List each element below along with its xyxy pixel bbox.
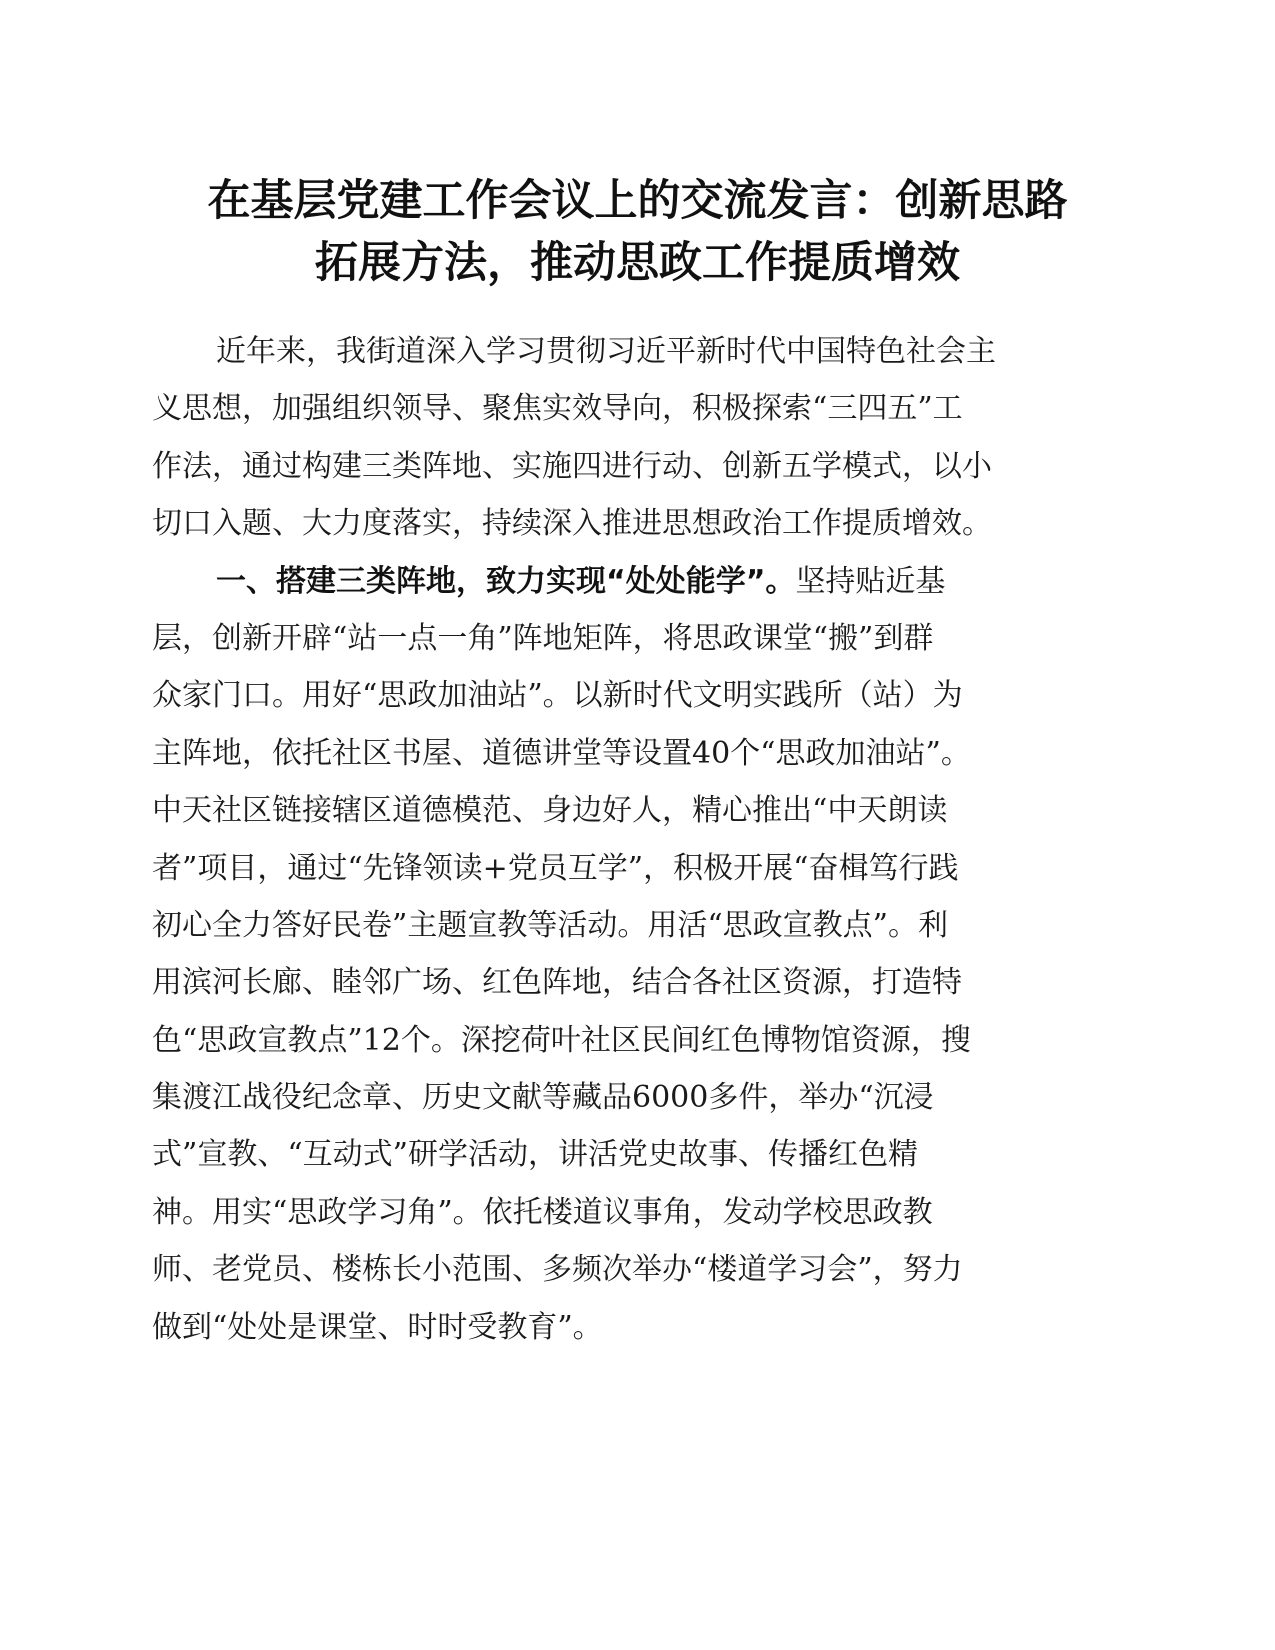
section-1-first-line: [152, 553, 1100, 610]
section-1-line-12: 神。用实“思政学习角”。依托楼道议事角，发动学校思政教: [152, 1194, 933, 1230]
section-1-line-7: 初心全力答好民卷”主题宣教等活动。用活“思政宣教点”。利: [152, 907, 949, 943]
section-1-line-5: 中天社区链接辖区道德模范、身边好人，精心推出“中天朗读: [152, 793, 948, 829]
section-1-paragraph: [152, 553, 1100, 1356]
section-1-line-3: 众家门口。用好“思政加油站”。以新时代文明实践所（站）为: [152, 678, 963, 714]
intro-line-4: 切口入题、大力度落实，持续深入推进思想政治工作提质增效。: [152, 506, 992, 542]
section-1-line-11: 式”宣教、“互动式”研学活动，讲活党史故事、传播红色精: [152, 1137, 919, 1173]
section-1-line-14: 做到“处处是课堂、时时受教育”。: [152, 1309, 603, 1345]
intro-line-1: 近年来，我街道深入学习贯彻习近平新时代中国特色社会主: [216, 334, 996, 369]
document-body: [152, 323, 1100, 1356]
section-1-line-6: 者”项目，通过“先锋领读+党员互学”，积极开展“奋楫笃行践: [152, 850, 959, 886]
document-title: [150, 170, 1125, 294]
intro-line-2: 义思想，加强组织领导、聚焦实效导向，积极探索“三四五”工: [152, 391, 963, 427]
section-1-line-13: 师、老党员、楼栋长小范围、多频次举办“楼道学习会”，努力: [152, 1252, 963, 1288]
intro-paragraph: [152, 323, 1100, 553]
title-line-2: 拓展方法，推动思政工作提质增效: [315, 238, 960, 288]
title-line-1: 在基层党建工作会议上的交流发言：创新思路: [207, 176, 1068, 226]
section-1-heading: 一、搭建三类阵地，致力实现“处处能学”。: [216, 563, 796, 599]
section-1-line-9: 色“思政宣教点”12个。深挖荷叶社区民间红色博物馆资源，搜: [152, 1022, 971, 1058]
intro-line-3: 作法，通过构建三类阵地、实施四进行动、创新五学模式，以小: [152, 448, 992, 484]
section-1-line-2: 层，创新开辟“站一点一角”阵地矩阵，将思政课堂“搬”到群: [152, 620, 934, 656]
section-1-line-10: 集渡江战役纪念章、历史文献等藏品6000多件，举办“沉浸: [152, 1080, 934, 1116]
section-1-line-4: 主阵地，依托社区书屋、道德讲堂等设置40个“思政加油站”。: [152, 735, 971, 771]
section-1-first-line-rest: 坚持贴近基: [795, 563, 946, 599]
section-1-line-8: 用滨河长廊、睦邻广场、红色阵地，结合各社区资源，打造特: [152, 965, 962, 1001]
